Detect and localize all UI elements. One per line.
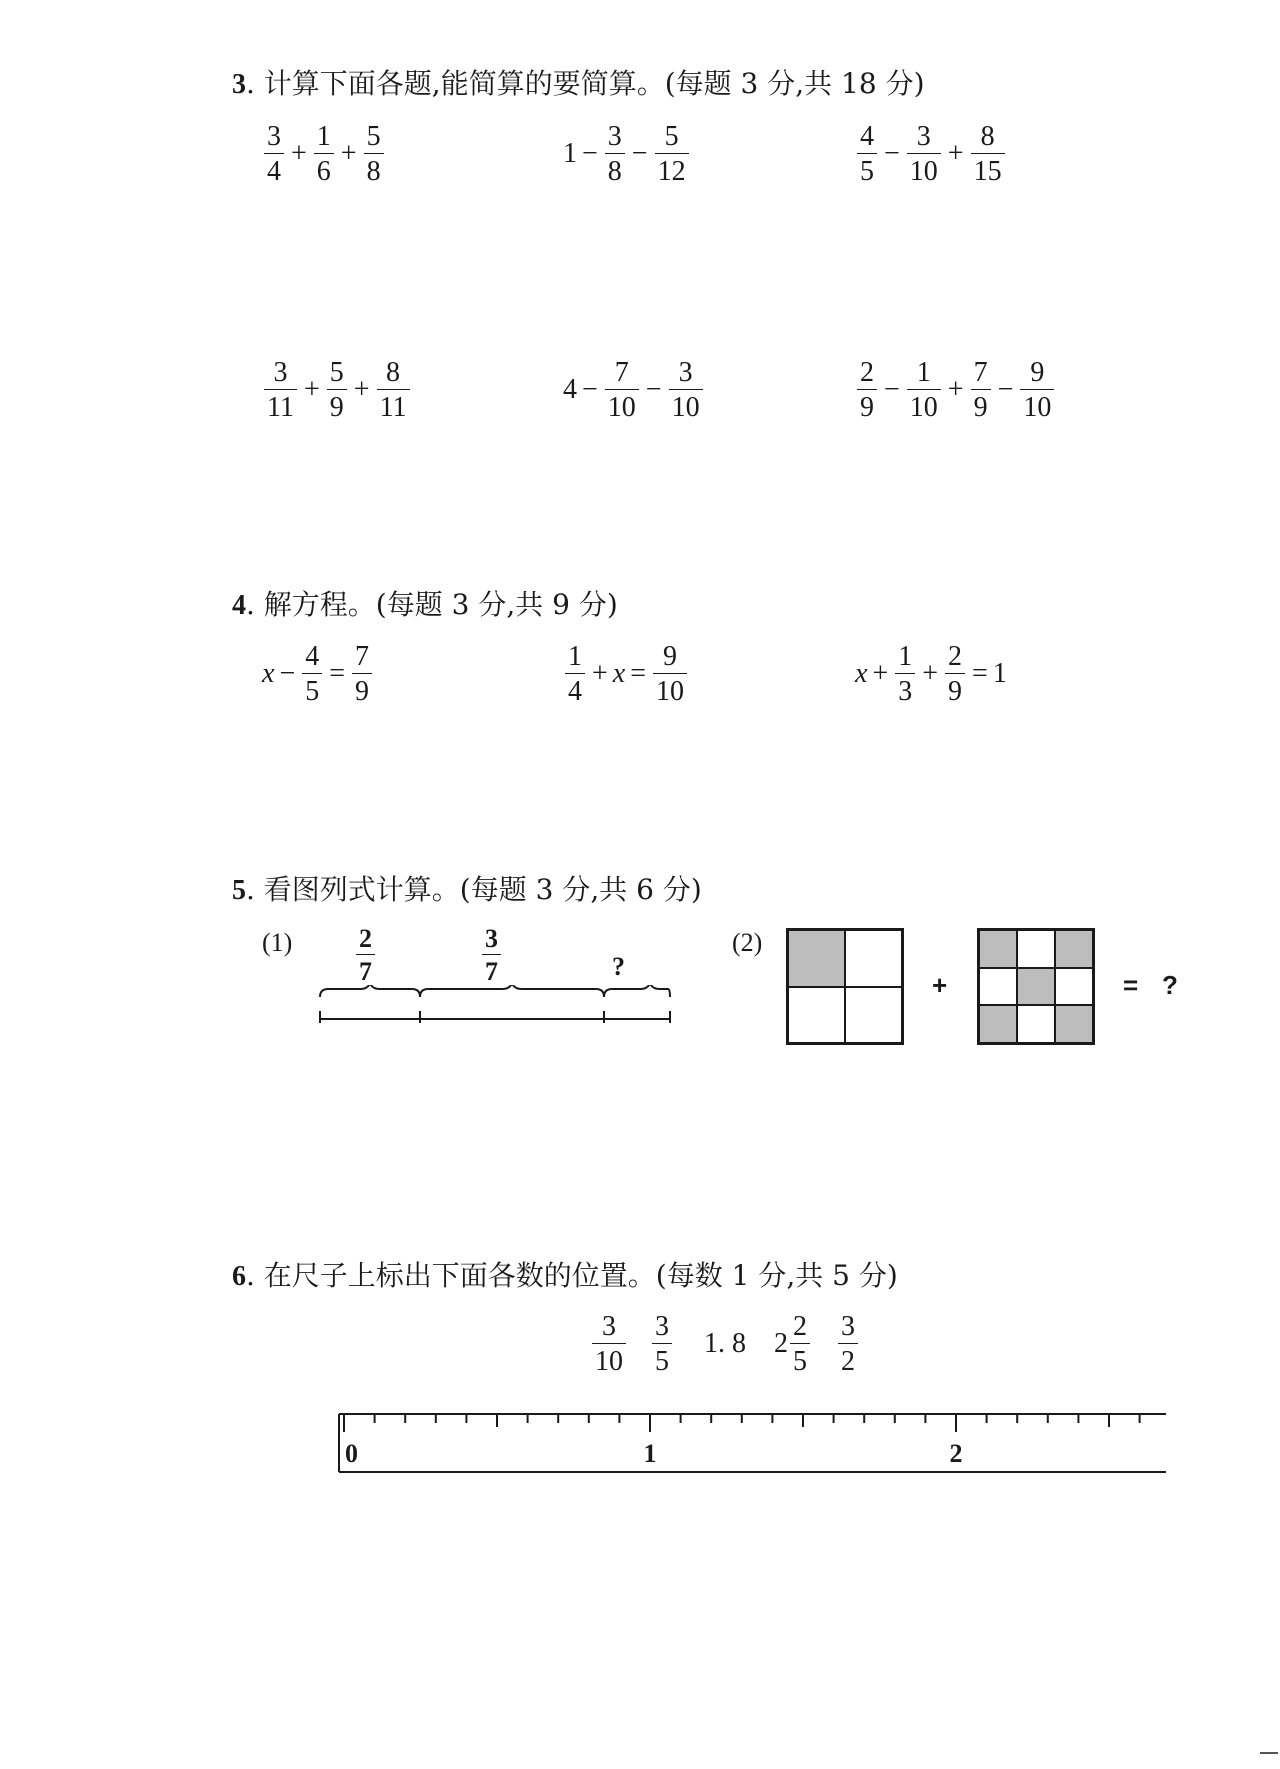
- numerator: 3: [602, 1311, 616, 1342]
- grid-cell: [845, 930, 902, 987]
- ruler-label: 1: [643, 1439, 657, 1468]
- operator: +: [872, 658, 889, 690]
- variable-x: x: [855, 658, 868, 690]
- plus-sign: +: [932, 970, 948, 1000]
- fraction: [482, 925, 501, 986]
- q5-heading: [232, 873, 702, 906]
- fraction: [352, 642, 372, 707]
- denominator: 9: [857, 389, 877, 422]
- grid-cell: [979, 968, 1017, 1006]
- segment2-fraction: [480, 925, 503, 986]
- question-mark: ?: [1162, 970, 1178, 1000]
- fraction: [790, 1312, 810, 1377]
- numerator: 3: [607, 121, 622, 152]
- q3-expr-5: [563, 358, 705, 423]
- denominator: 4: [264, 153, 284, 186]
- fraction: [314, 122, 334, 187]
- grid-cell-shaded: [1017, 968, 1055, 1006]
- fraction: [907, 358, 941, 423]
- fraction: [971, 358, 991, 423]
- fraction: [895, 642, 915, 707]
- q4-equation-1: [262, 642, 374, 707]
- fraction: [652, 1312, 672, 1377]
- numerator: 5: [329, 357, 344, 388]
- q6-numbers: [590, 1312, 860, 1377]
- fraction: [653, 642, 687, 707]
- grid-cell-shaded: [1055, 1005, 1093, 1043]
- brace-3: [604, 985, 670, 997]
- operator: −: [645, 374, 662, 406]
- grid-cell-shaded: [788, 930, 845, 987]
- q3-expr-6: [855, 358, 1056, 423]
- q4-number: 4: [232, 590, 246, 621]
- operator: −: [631, 138, 648, 170]
- denominator: 6: [314, 153, 334, 186]
- equals-sign: =: [630, 658, 647, 690]
- denominator: 3: [895, 673, 915, 706]
- fraction: [592, 1312, 626, 1377]
- operator: −: [884, 138, 900, 170]
- grid-2x2: [786, 928, 904, 1045]
- denominator: 2: [838, 1343, 858, 1376]
- fraction: [1020, 358, 1054, 423]
- q5-part2-label: (2): [732, 928, 763, 957]
- fraction: [377, 358, 410, 423]
- q4-heading: [232, 588, 618, 621]
- q4-equation-3: [855, 642, 1007, 707]
- denominator: 10: [605, 389, 639, 422]
- q3-text: . 计算下面各题,能简算的要简算。(每题 3 分,共 18 分): [246, 67, 925, 100]
- numerator: 1: [898, 641, 913, 672]
- operator: +: [303, 374, 320, 406]
- denominator: 10: [907, 153, 941, 186]
- operator: −: [582, 138, 598, 170]
- decimal-number: 1. 8: [704, 1328, 746, 1360]
- grid-cell-shaded: [979, 1005, 1017, 1043]
- fraction: [945, 642, 965, 707]
- numerator: 4: [860, 121, 874, 152]
- numerator: 3: [841, 1311, 855, 1342]
- numerator: 5: [664, 121, 679, 152]
- grid-cell: [845, 987, 902, 1044]
- variable-x: x: [612, 658, 626, 690]
- variable-x: x: [262, 658, 275, 690]
- fraction: [838, 1312, 858, 1377]
- segment1-fraction: [354, 925, 377, 986]
- q5-number: 5: [232, 875, 246, 906]
- denominator: 11: [264, 389, 297, 422]
- q6-text: . 在尺子上标出下面各数的位置。(每数 1 分,共 5 分): [246, 1259, 898, 1292]
- fraction: [971, 122, 1005, 187]
- denominator: 9: [352, 673, 372, 706]
- denominator: 8: [364, 153, 384, 186]
- q3-expr-2: [563, 122, 691, 187]
- operator: +: [592, 658, 608, 690]
- numerator: 2: [359, 924, 372, 953]
- numerator: 8: [386, 357, 401, 388]
- fraction: [857, 358, 877, 423]
- segment-diagram: [318, 985, 673, 1025]
- denominator: 4: [565, 673, 585, 706]
- denominator: 10: [592, 1343, 626, 1376]
- q6-number: 6: [232, 1261, 246, 1292]
- q4-equation-2: [563, 642, 689, 707]
- grid-3x3: [977, 928, 1095, 1045]
- numerator: 5: [366, 121, 381, 152]
- numerator: 2: [860, 357, 874, 388]
- denominator: 5: [652, 1343, 672, 1376]
- fraction: [302, 642, 322, 707]
- denominator: 10: [653, 673, 687, 706]
- operator: +: [353, 374, 370, 406]
- numerator: 7: [973, 357, 988, 388]
- brace-2: [420, 985, 604, 997]
- operator: +: [922, 658, 939, 690]
- q3-expr-4: [262, 358, 412, 423]
- grid-cell: [788, 987, 845, 1044]
- q6-heading: [232, 1259, 898, 1292]
- operator: +: [340, 138, 357, 170]
- integer: 4: [563, 374, 577, 406]
- fraction: [565, 642, 585, 707]
- denominator: 5: [790, 1343, 810, 1376]
- numerator: 2: [793, 1311, 807, 1342]
- grid-cell-shaded: [1055, 930, 1093, 968]
- denominator: 8: [605, 153, 625, 186]
- numerator: 9: [663, 641, 678, 672]
- q3-expr-3: [855, 122, 1007, 187]
- numerator: 3: [485, 924, 498, 953]
- numerator: 1: [916, 357, 931, 388]
- denominator: 5: [302, 673, 322, 706]
- numerator: 9: [1030, 357, 1045, 388]
- equals-sign: =: [972, 658, 988, 690]
- fraction: [264, 358, 297, 423]
- ruler-label: 0: [345, 1439, 358, 1468]
- grid-cell: [1017, 930, 1055, 968]
- denominator: 9: [945, 673, 965, 706]
- fraction: [356, 925, 375, 986]
- numerator: 1: [568, 641, 582, 672]
- operator: −: [279, 658, 296, 690]
- q3-number: 3: [232, 69, 246, 100]
- operator: +: [291, 138, 307, 170]
- numerator: 3: [273, 357, 288, 388]
- equals-sign: =: [1123, 970, 1139, 1000]
- ruler-label: 2: [949, 1439, 963, 1468]
- grid-cell: [1017, 1005, 1055, 1043]
- grid-cell: [1055, 968, 1093, 1006]
- numerator: 1: [316, 121, 331, 152]
- ruler[interactable]: [336, 1412, 1166, 1474]
- q5-text: . 看图列式计算。(每题 3 分,共 6 分): [246, 873, 702, 906]
- fraction: [605, 358, 639, 423]
- denominator: 7: [482, 954, 501, 985]
- denominator: 9: [327, 389, 347, 422]
- rhs-value: 1: [992, 658, 1007, 690]
- denominator: 11: [377, 389, 410, 422]
- numerator: 3: [678, 357, 693, 388]
- denominator: 12: [655, 153, 689, 186]
- operator: +: [947, 138, 964, 170]
- equals-sign: =: [329, 658, 346, 690]
- numerator: 7: [614, 357, 629, 388]
- fraction: [327, 358, 347, 423]
- denominator: 10: [907, 389, 941, 422]
- operator: +: [947, 374, 964, 406]
- fraction: [857, 122, 877, 187]
- fraction: [264, 122, 284, 187]
- fraction: [669, 358, 703, 423]
- numerator: 2: [948, 641, 963, 672]
- numerator: 3: [916, 121, 931, 152]
- segment3-unknown: ?: [612, 952, 625, 981]
- operator: −: [884, 374, 900, 406]
- mixed-whole: 2: [774, 1328, 788, 1360]
- integer: 1: [563, 138, 577, 170]
- fraction: [364, 122, 384, 187]
- denominator: 9: [971, 389, 991, 422]
- page-edge-mark: [1260, 1752, 1278, 1754]
- numerator: 4: [305, 641, 320, 672]
- denominator: 10: [1020, 389, 1054, 422]
- numerator: 3: [267, 121, 281, 152]
- numerator: 3: [655, 1311, 669, 1342]
- q4-text: . 解方程。(每题 3 分,共 9 分): [246, 588, 618, 621]
- grid-cell-shaded: [979, 930, 1017, 968]
- denominator: 10: [669, 389, 703, 422]
- fraction: [907, 122, 941, 187]
- denominator: 15: [971, 153, 1005, 186]
- operator: −: [582, 374, 598, 406]
- fraction: [605, 122, 625, 187]
- q3-expr-1: [262, 122, 386, 187]
- numerator: 8: [980, 121, 995, 152]
- numerator: 7: [355, 641, 370, 672]
- q5-part1-label: (1): [262, 928, 293, 957]
- brace-1: [320, 985, 420, 997]
- q3-heading: [232, 67, 925, 100]
- fraction: [655, 122, 689, 187]
- denominator: 5: [857, 153, 877, 186]
- operator: −: [997, 374, 1014, 406]
- denominator: 7: [356, 954, 375, 985]
